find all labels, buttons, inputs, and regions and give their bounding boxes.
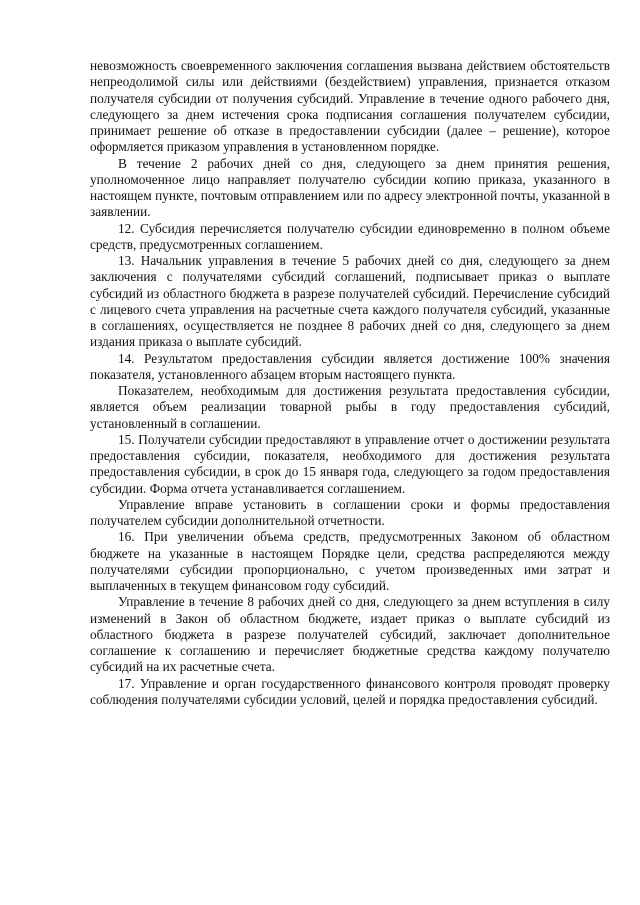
paragraph-2: В течение 2 рабочих дней со дня, следующего за днем принятия решения, уполномоченное лицо направляет получателю субсидии копию приказа, указанного в настоящем пункте, почтовым отправлением или по адресу электронной почты, указанной в заявлении. [90, 155, 610, 220]
paragraph-7: 15. Получатели субсидии предоставляют в управление отчет о достижении результата предоставления субсидии, показателя, необходимого для достижения результата предоставления субсидии, в срок до 15 января года, следующего за годом предоставления субсидии. Форма отчета устанавливается соглашением. [90, 431, 610, 496]
paragraph-11: 17. Управление и орган государственного финансового контроля проводят проверку соблюдения получателями субсидии условий, целей и порядка предоставления субсидий. [90, 675, 610, 707]
paragraph-3: 12. Субсидия перечисляется получателю субсидии единовременно в полном объеме средств, предусмотренных соглашением. [90, 220, 610, 252]
paragraph-9: 16. При увеличении объема средств, предусмотренных Законом об областном бюджете на указанные в настоящем Порядке цели, средства распределяются между получателями субсидии пропорционально, с учетом произведенных ими затрат и выплаченных в текущем финансовом году субсидий. [90, 529, 610, 593]
paragraph-5: 14. Результатом предоставления субсидии является достижение 100% значения показателя, установленного абзацем вторым настоящего пункта. [90, 350, 610, 382]
paragraph-8: Управление вправе установить в соглашении сроки и формы предоставления получателем субсидии дополнительной отчетности. [90, 496, 610, 528]
paragraph-1: невозможность своевременного заключения соглашения вызвана действием обстоятельств непреодолимой силы или действиями (бездействием) управления, признается отказом получателя субсидии от получения субсидий. Управление в течение одного рабочего дня, следующего за днем истечения срока подписания соглашения получателем субсидии, принимает решение об отказе в предоставлении субсидии (далее – решение), которое оформляется приказом управления в установленном порядке. [90, 58, 610, 155]
paragraph-6: Показателем, необходимым для достижения результата предоставления субсидии, является объем реализации товарной рыбы в году предоставления субсидий, установленный в соглашении. [90, 383, 610, 431]
paragraph-10: Управление в течение 8 рабочих дней со дня, следующего за днем вступления в силу изменений в Закон об областном бюджете, издает приказ о выплате субсидий из областного бюджета в разрезе получателей субсидий, заключает дополнительное соглашение к соглашению и перечисляет бюджетные средства каждому получателю субсидий на их расчетные счета. [90, 594, 610, 675]
paragraph-4: 13. Начальник управления в течение 5 рабочих дней со дня, следующего за днем заключения с получателями субсидий соглашений, подписывает приказ о выплате субсидий из областного бюджета в разрезе получателей субсидий. Перечисление субсидий с лицевого счета управления на расчетные счета каждого получателя субсидий, указанные в соглашениях, осуществляется не позднее 8 рабочих дней со дня, следующего за днем издания приказа о выплате субсидий. [90, 253, 610, 350]
